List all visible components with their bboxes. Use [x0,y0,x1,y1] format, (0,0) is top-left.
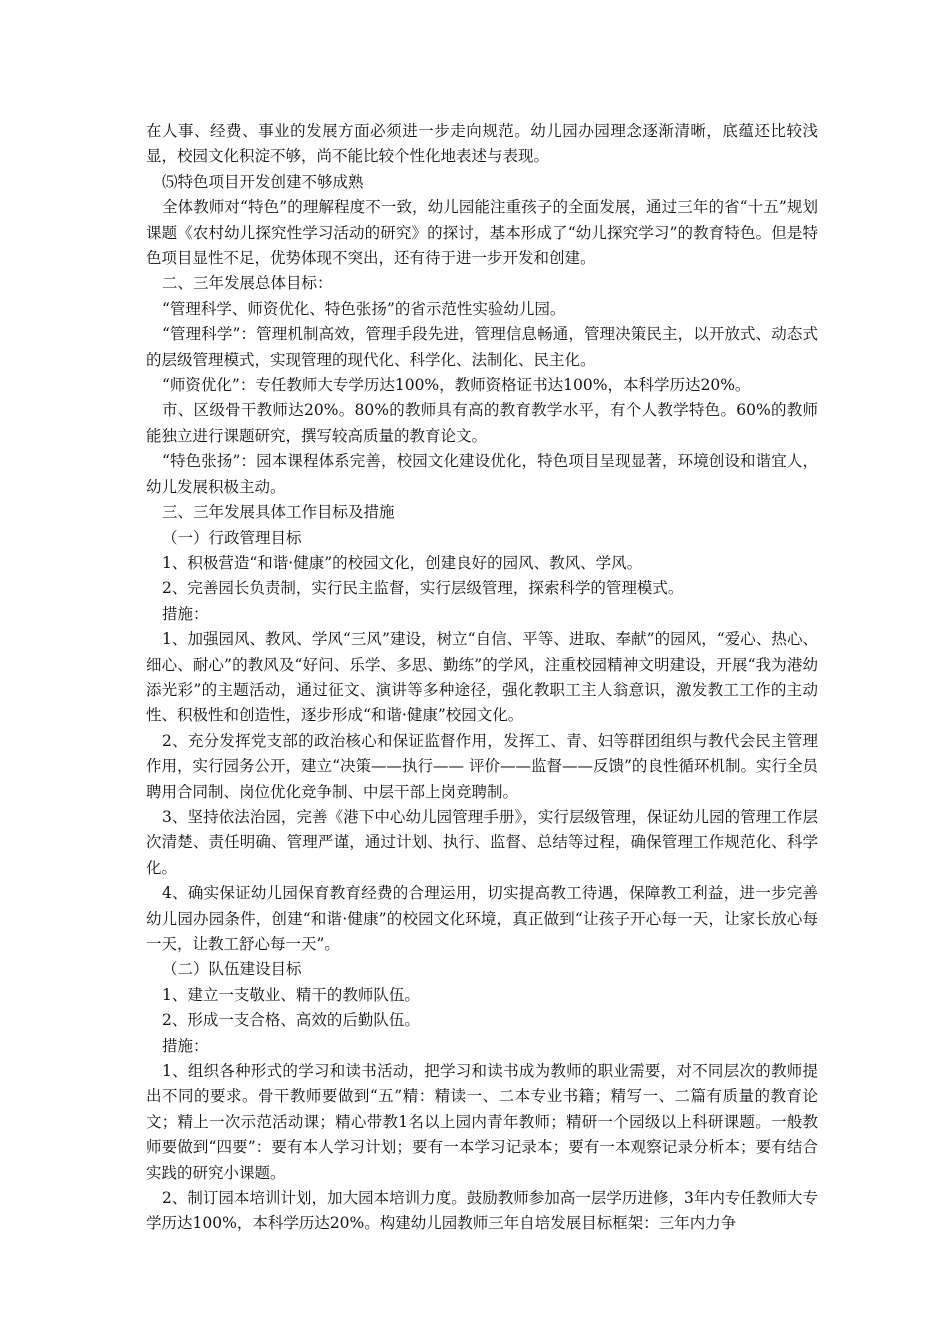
list-item-admin-measure-4: 4、确实保证幼儿园保育教育经费的合理运用，切实提高教工待遇，保障教工利益，进一步完善幼儿园办园条件，创建“和谐·健康”的校园文化环境，真正做到“让孩子开心每一天，让家长放心每一天，让教工舒心每一天”。 [146,884,818,953]
list-item-admin-measure-1: 1、加强园风、教风、学风“三风”建设，树立“自信、平等、进取、奉献”的园风，“爱心、热心、细心、耐心”的教风及“好问、乐学、多思、勤练”的学风，注重校园精神文明建设，开展“我为港幼添光彩”的主题活动，通过征文、演讲等多种途径，强化教职工主人翁意识，激发教工工作的主动性、积极性和创造性，逐步形成“和谐·健康”校园文化。 [146,630,818,725]
heading-measures-admin: 措施： [162,604,209,623]
paragraph-feature-highlight: “特色张扬”：园本课程体系完善，校园文化建设优化，特色项目呈现显著，环境创设和谐宜人，幼儿发展积极主动。 [146,452,818,496]
list-item-team-measure-1: 1、组织各种形式的学习和读书活动，把学习和读书成为教师的职业需要，对不同层次的教师提出不同的要求。骨干教师要做到“五”精：精读一、二本专业书籍；精写一、二篇有质量的教育论文；精上一次示范活动课；精心带教1名以上园内青年教师；精研一个园级以上科研课题。一般教师要做到“四要”：要有本人学习计划；要有一本学习记录本；要有一本观察记录分析本；要有结合实践的研究小课题。 [146,1062,818,1182]
paragraph-backbone-teachers: 市、区级骨干教师达20%。80%的教师具有高的教育教学水平，有个人教学特色。60%的教师能独立进行课题研究，撰写较高质量的教育论文。 [146,401,818,445]
heading-measures-team: 措施： [162,1036,209,1055]
heading-specific-goals: 三、三年发展具体工作目标及措施 [162,503,395,522]
list-item-admin-goal-1: 1、积极营造“和谐·健康”的校园文化，创建良好的园风、教风、学风。 [162,553,643,572]
list-item-team-goal-1: 1、建立一支敬业、精干的教师队伍。 [162,985,420,1004]
heading-feature-projects: ⑸特色项目开发创建不够成熟 [162,172,364,191]
document-body [146,119,818,1237]
heading-team-goals: （二）队伍建设目标 [162,960,302,979]
heading-admin-goals: （一）行政管理目标 [162,528,302,547]
list-item-team-measure-2: 2、制订园本培训计划，加大园本培训力度。鼓励教师参加高一层学历进修，3年内专任教师大专学历达100%，本科学历达20%。构建幼儿园教师三年自培发展目标框架：三年内力争 [146,1189,818,1233]
paragraph-overall-goal: “管理科学、师资优化、特色张扬”的省示范性实验幼儿园。 [162,299,566,318]
list-item-admin-measure-2: 2、充分发挥党支部的政治核心和保证监督作用，发挥工、青、妇等群团组织与教代会民主管理作用，实行园务公开，建立“决策——执行—— 评价——监督——反馈”的良性循环机制。实行全员聘用合同制、岗位优化竞争制、中层干部上岗竞聘制。 [146,731,818,801]
heading-overall-goal: 二、三年发展总体目标： [162,274,333,293]
paragraph-feature-projects: 全体教师对“特色”的理解程度不一致，幼儿园能注重孩子的全面发展，通过三年的省“十五”规划课题《农村幼儿探究性学习活动的研究》的探讨，基本形成了“幼儿探究学习”的教育特色。但是特色项目显性不足，优势体现不突出，还有待于进一步开发和创建。 [146,198,818,268]
paragraph-scientific-management: “管理科学”：管理机制高效，管理手段先进，管理信息畅通，管理决策民主，以开放式、动态式的层级管理模式，实现管理的现代化、科学化、法制化、民主化。 [146,325,818,369]
list-item-team-goal-2: 2、形成一支合格、高效的后勤队伍。 [162,1011,420,1030]
list-item-admin-goal-2: 2、完善园长负责制，实行民主监督，实行层级管理，探索科学的管理模式。 [162,579,684,598]
paragraph-teacher-optimization: “师资优化”：专任教师大专学历达100%，教师资格证书达100%，本科学历达20%。 [162,376,751,395]
paragraph-management-issues: 在人事、经费、事业的发展方面必须进一步走向规范。幼儿园办园理念逐渐清晰，底蕴还比较浅显，校园文化积淀不够，尚不能比较个性化地表述与表现。 [146,122,818,166]
list-item-admin-measure-3: 3、坚持依法治园，完善《港下中心幼儿园管理手册》，实行层级管理，保证幼儿园的管理工作层次清楚、责任明确、管理严谨，通过计划、执行、监督、总结等过程，确保管理工作规范化、科学化。 [146,807,818,877]
